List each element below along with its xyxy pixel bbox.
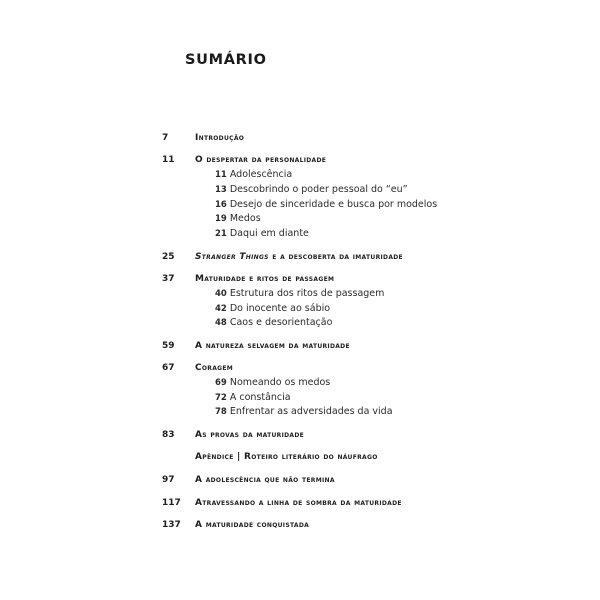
toc-subsection [215, 392, 291, 404]
toc-subsection [215, 213, 261, 225]
toc-page-number: 83 [162, 430, 175, 440]
toc-chapter-title: Atravessando a linha de sombra da maturidade [195, 498, 402, 508]
toc-subsection-page: 13 [215, 185, 227, 195]
toc-page-number: 37 [162, 274, 175, 284]
toc-subsection-page: 19 [215, 214, 227, 224]
toc-chapter-title: Introdução [195, 133, 245, 143]
toc-subsection-page: 11 [215, 170, 227, 180]
toc-chapter-title: A natureza selvagem da maturidade [195, 341, 350, 351]
toc-page-number: 117 [162, 498, 181, 508]
toc-subsection [215, 199, 437, 211]
toc-page-number: 59 [162, 341, 175, 351]
toc-subsection [215, 228, 309, 240]
toc-subsection-label: Daqui em diante [229, 228, 309, 239]
toc-subsection-page: 48 [215, 318, 227, 328]
toc-subsection-page: 78 [215, 407, 227, 417]
toc-page-number: 25 [162, 252, 175, 262]
toc-chapter-title: Coragem [195, 363, 234, 373]
toc-chapter-title: A maturidade conquistada [195, 520, 310, 530]
toc-subsection-page: 42 [215, 304, 227, 314]
toc-page-number: 97 [162, 475, 175, 485]
toc-subsection-label: Enfrentar as adversidades da vida [229, 406, 393, 417]
toc-subsection [215, 406, 393, 418]
toc-subsection [215, 377, 330, 389]
toc-subsection-page: 69 [215, 378, 227, 388]
toc-subsection-label: Desejo de sinceridade e busca por modelos [229, 199, 438, 210]
toc-page-number: 67 [162, 363, 175, 373]
toc-page-number: 137 [162, 520, 181, 530]
toc-subsection-label: Adolescência [229, 169, 293, 180]
toc-subsection-label: Nomeando os medos [229, 377, 331, 388]
toc-chapter-title-italic: Stranger Things [195, 252, 269, 262]
toc-chapter-title: O despertar da personalidade [195, 155, 327, 165]
toc-subsection-label: Descobrindo o poder pessoal do “eu” [229, 184, 408, 195]
toc-subsection-label: Medos [229, 213, 261, 224]
toc-appendix-title: Apêndice | Roteiro literário do náufrago [195, 452, 378, 462]
toc-chapter-title [195, 251, 403, 263]
toc-subsection-label: Estrutura dos ritos de passagem [229, 288, 385, 299]
toc-subsection [215, 184, 408, 196]
toc-subsection-label: Do inocente ao sábio [229, 303, 331, 314]
toc-page-number: 11 [162, 155, 175, 165]
toc-subsection-page: 40 [215, 289, 227, 299]
toc-subsection-page: 21 [215, 229, 227, 239]
toc-subsection-page: 72 [215, 393, 227, 403]
page-title: SUMÁRIO [185, 52, 267, 68]
toc-subsection [215, 317, 332, 329]
toc-subsection-label: A constância [229, 392, 291, 403]
toc-chapter-title: A adolescência que não termina [195, 475, 335, 485]
toc-subsection [215, 303, 330, 315]
toc-chapter-title: As provas da maturidade [195, 430, 305, 440]
toc-page-number: 7 [162, 133, 169, 143]
toc-chapter-title: Maturidade e ritos de passagem [195, 274, 335, 284]
toc-subsection [215, 169, 292, 181]
toc-subsection-page: 16 [215, 200, 227, 210]
toc-subsection-label: Caos e desorientação [229, 317, 333, 328]
toc-chapter-title-rest: e a descoberta da imaturidade [272, 252, 403, 262]
toc-subsection [215, 288, 384, 300]
